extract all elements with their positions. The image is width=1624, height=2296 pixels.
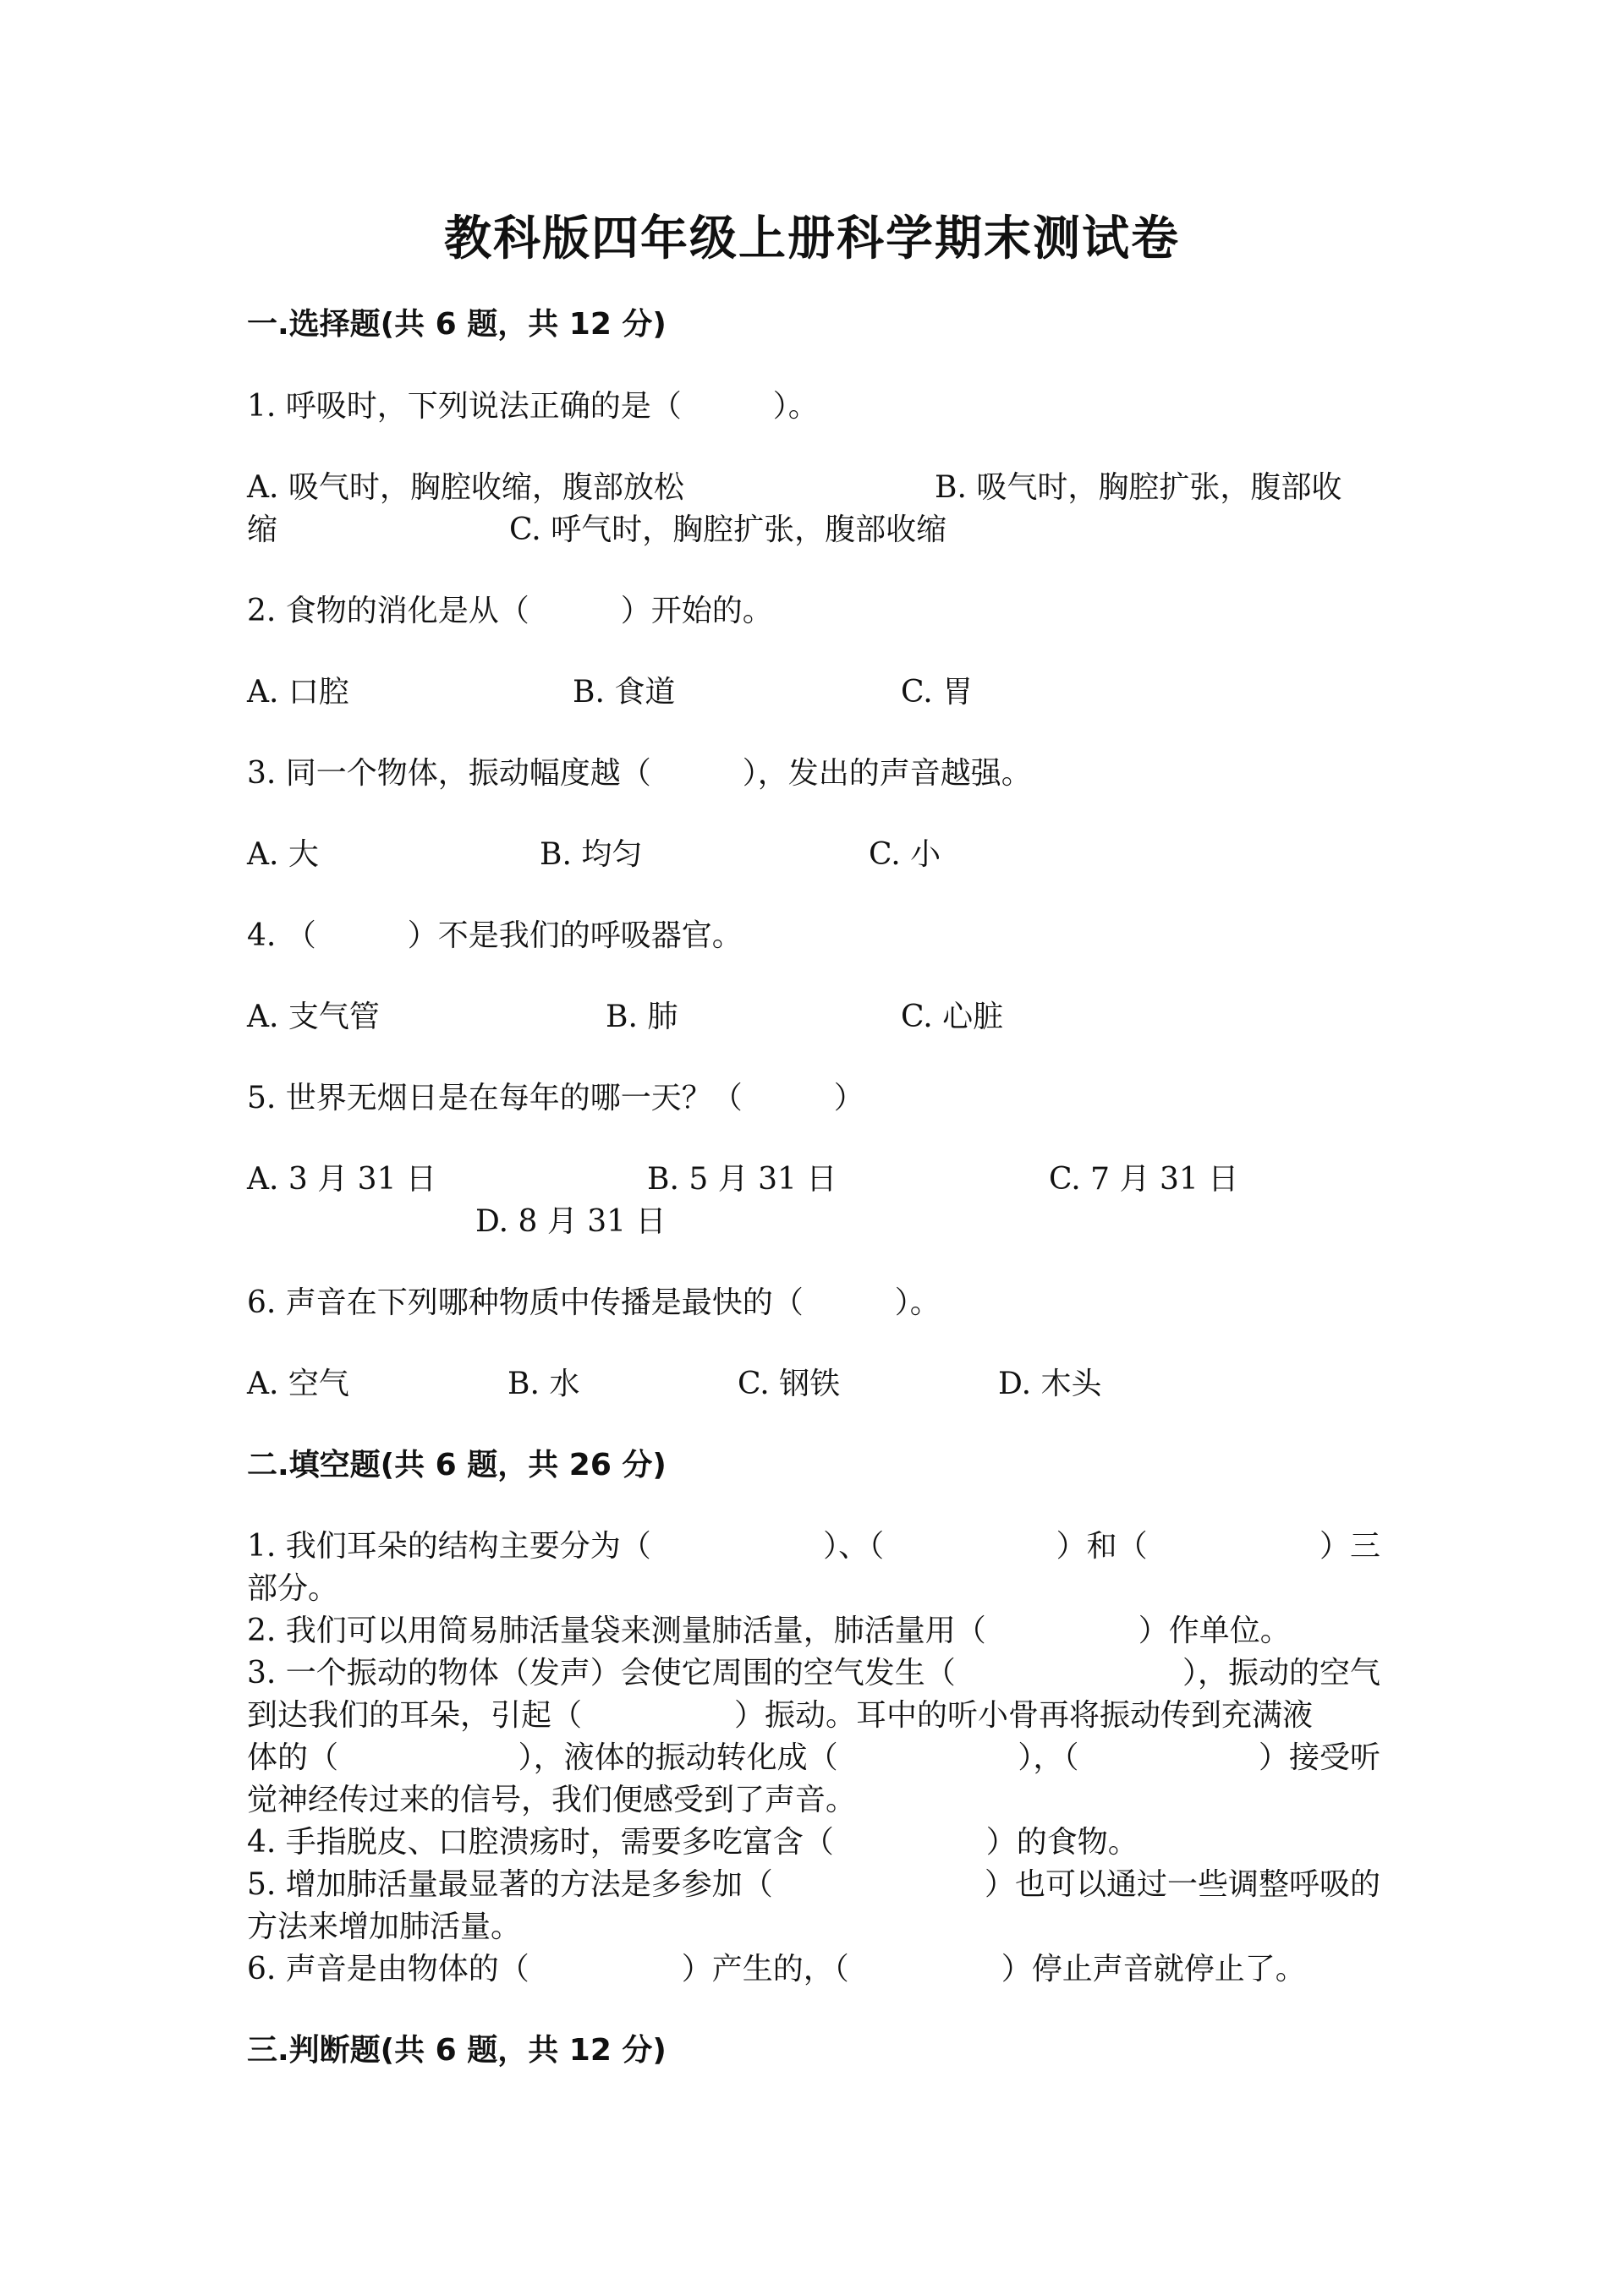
fill-question-3-line-3-part-3: ），（: [1018, 1740, 1079, 1775]
question-2-option-a: A. 口腔: [247, 675, 349, 710]
question-1-option-c: C. 呼气时，胸腔扩张，腹部收缩: [509, 512, 947, 547]
fill-question-3-line-3-part-2: ），液体的振动转化成（: [518, 1740, 838, 1775]
page-title: 教科版四年级上册科学期末测试卷: [444, 211, 1180, 266]
question-1-option-b: B. 吸气时，胸腔扩张，腹部收: [935, 470, 1342, 505]
question-5-option-a: A. 3 月 31 日: [247, 1162, 436, 1197]
fill-question-5-part-1: 5. 增加肺活量最显著的方法是多参加（: [247, 1867, 773, 1902]
question-4-option-c: C. 心脏: [901, 1000, 1004, 1034]
question-3-option-c: C. 小: [869, 837, 941, 872]
fill-question-3-line-3-part-4: ）接受听: [1258, 1740, 1380, 1775]
fill-question-3-line-2: 到达我们的耳朵，引起（ ）振动。耳中的听小骨再将振动传到充满液: [247, 1698, 1314, 1733]
question-5-option-d: D. 8 月 31 日: [475, 1204, 667, 1239]
question-4-stem: 4. （ ）不是我们的呼吸器官。: [247, 918, 743, 953]
fill-question-5-line-1: [247, 1860, 1380, 1904]
fill-question-3-line-1-part-2: ），振动的空气: [1182, 1656, 1380, 1690]
section-heading-judge: 三.判断题(共 6 题，共 12 分): [247, 2033, 667, 2068]
section-heading-fill: 二.填空题(共 6 题，共 26 分): [247, 1448, 667, 1482]
question-6-option-d: D. 木头: [998, 1367, 1102, 1401]
question-2-option-b: B. 食道: [573, 675, 676, 710]
question-4-option-a: A. 支气管: [247, 1000, 380, 1034]
question-4-option-b: B. 肺: [606, 1000, 678, 1034]
question-1-option-b-cont: 缩: [247, 512, 278, 547]
fill-question-2: 2. 我们可以用简易肺活量袋来测量肺活量，肺活量用（ ）作单位。: [247, 1614, 1291, 1648]
question-3-option-b: B. 均匀: [540, 837, 643, 872]
fill-question-1-line-1: [247, 1522, 1380, 1565]
fill-question-1-part-3: ）和（: [1056, 1529, 1148, 1564]
fill-question-1-part-2: ）、（: [823, 1529, 885, 1564]
fill-question-3-line-1: [247, 1649, 1380, 1692]
question-6-stem: 6. 声音在下列哪种物质中传播是最快的（ ）。: [247, 1285, 941, 1320]
question-5-option-c: C. 7 月 31 日: [1049, 1162, 1239, 1197]
question-1-stem: 1. 呼吸时，下列说法正确的是（ ）。: [247, 389, 819, 424]
question-2-stem: 2. 食物的消化是从（ ）开始的。: [247, 594, 773, 628]
fill-question-3-line-4: 觉神经传过来的信号，我们便感受到了声音。: [247, 1783, 857, 1817]
question-3-option-a: A. 大: [247, 837, 319, 872]
question-3-stem: 3. 同一个物体，振动幅度越（ ），发出的声音越强。: [247, 756, 1032, 791]
question-5-option-b: B. 5 月 31 日: [647, 1162, 837, 1197]
question-6-option-c: C. 钢铁: [738, 1367, 841, 1401]
fill-question-6: 6. 声音是由物体的（ ）产生的，（ ）停止声音就停止了。: [247, 1952, 1306, 1986]
question-2-option-c: C. 胃: [901, 675, 974, 710]
question-1-option-a: A. 吸气时，胸腔收缩，腹部放松: [247, 470, 684, 505]
fill-question-1-part-1: 1. 我们耳朵的结构主要分为（: [247, 1529, 651, 1564]
question-6-option-a: A. 空气: [247, 1367, 349, 1401]
fill-question-4: 4. 手指脱皮、口腔溃疡时，需要多吃富含（ ）的食物。: [247, 1825, 1138, 1860]
fill-question-3-line-3-part-1: 体的（: [247, 1740, 339, 1775]
fill-question-3-line-1-part-1: 3. 一个振动的物体（发声）会使它周围的空气发生（: [247, 1656, 956, 1690]
fill-question-1-part-4: ）三: [1319, 1529, 1380, 1564]
fill-question-1-line-2: 部分。: [247, 1571, 339, 1606]
fill-question-3-line-3: [247, 1734, 1380, 1777]
fill-question-5-part-2: ）也可以通过一些调整呼吸的: [984, 1867, 1380, 1902]
fill-question-5-line-2: 方法来增加肺活量。: [247, 1910, 522, 1944]
question-6-option-b: B. 水: [508, 1367, 580, 1401]
section-heading-choice: 一.选择题(共 6 题，共 12 分): [247, 307, 667, 342]
question-5-stem: 5. 世界无烟日是在每年的哪一天？（ ）: [247, 1081, 864, 1115]
